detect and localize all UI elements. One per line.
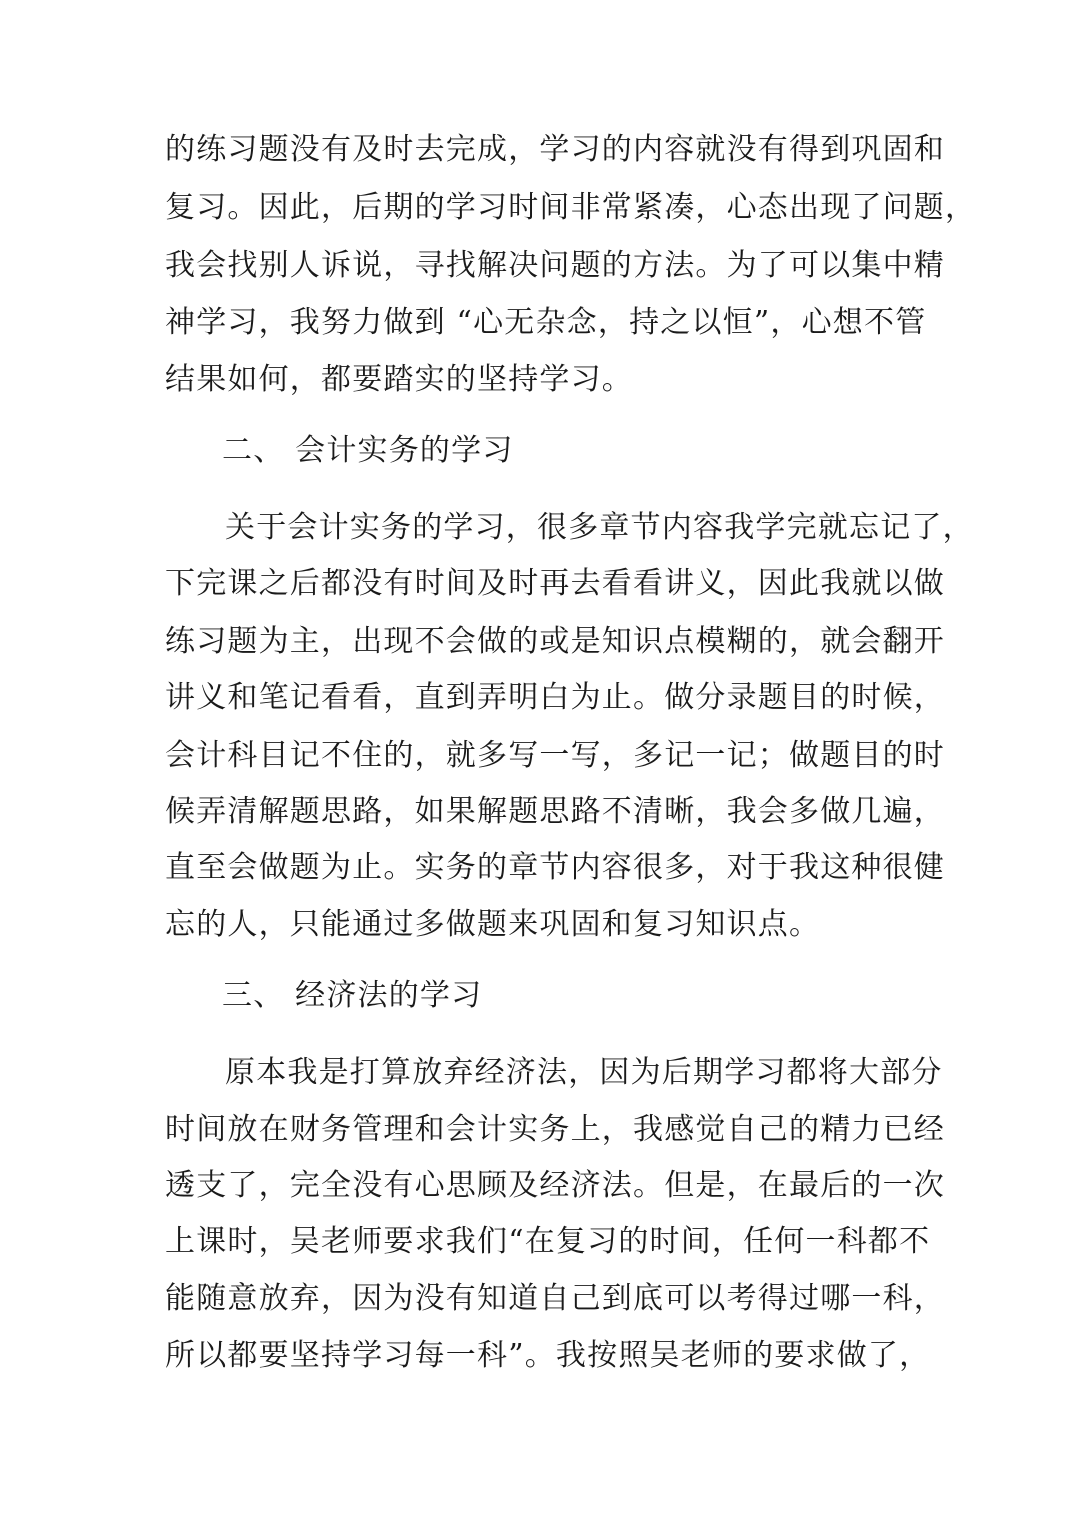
text-line-3: 我会找别人诉说，寻找解决问题的方法。为了可以集中精 — [165, 248, 945, 283]
text-line-2: 复习。因此，后期的学习时间非常紧凑，心态出现了问题， — [165, 190, 977, 225]
text-line-1: 的练习题没有及时去完成，学习的内容就没有得到巩固和 — [165, 132, 945, 167]
text-line-14: 忘的人，只能通过多做题来巩固和复习知识点。 — [165, 907, 821, 942]
text-line-12: 候弄清解题思路，如果解题思路不清晰，我会多做几遍， — [165, 794, 945, 829]
text-line-8: 下完课之后都没有时间及时再去看看讲义，因此我就以做 — [165, 566, 945, 601]
section-heading-3: 三、 经济法的学习 — [222, 978, 483, 1013]
text-line-9: 练习题为主，出现不会做的或是知识点模糊的，就会翻开 — [165, 624, 945, 659]
text-line-19: 上课时，吴老师要求我们“在复习的时间，任何一科都不 — [165, 1224, 931, 1259]
text-line-18: 透支了，完全没有心思顾及经济法。但是，在最后的一次 — [165, 1168, 945, 1203]
text-line-7: 关于会计实务的学习，很多章节内容我学完就忘记了， — [225, 510, 974, 545]
text-line-11: 会计科目记不住的，就多写一写，多记一记；做题目的时 — [165, 738, 945, 773]
text-line-13: 直至会做题为止。实务的章节内容很多，对于我这种很健 — [165, 850, 945, 885]
text-line-4: 神学习，我努力做到 “心无杂念，持之以恒”，心想不管 — [165, 305, 927, 340]
text-line-5: 结果如何，都要踏实的坚持学习。 — [165, 362, 633, 397]
text-line-10: 讲义和笔记看看，直到弄明白为止。做分录题目的时候， — [165, 680, 945, 715]
section-heading-2: 二、 会计实务的学习 — [222, 433, 514, 468]
text-line-20: 能随意放弃，因为没有知道自己到底可以考得过哪一科， — [165, 1281, 945, 1316]
text-line-21: 所以都要坚持学习每一科”。我按照吴老师的要求做了， — [165, 1338, 931, 1373]
text-line-17: 时间放在财务管理和会计实务上，我感觉自己的精力已经 — [165, 1112, 945, 1147]
text-line-16: 原本我是打算放弃经济法，因为后期学习都将大部分 — [225, 1055, 943, 1090]
